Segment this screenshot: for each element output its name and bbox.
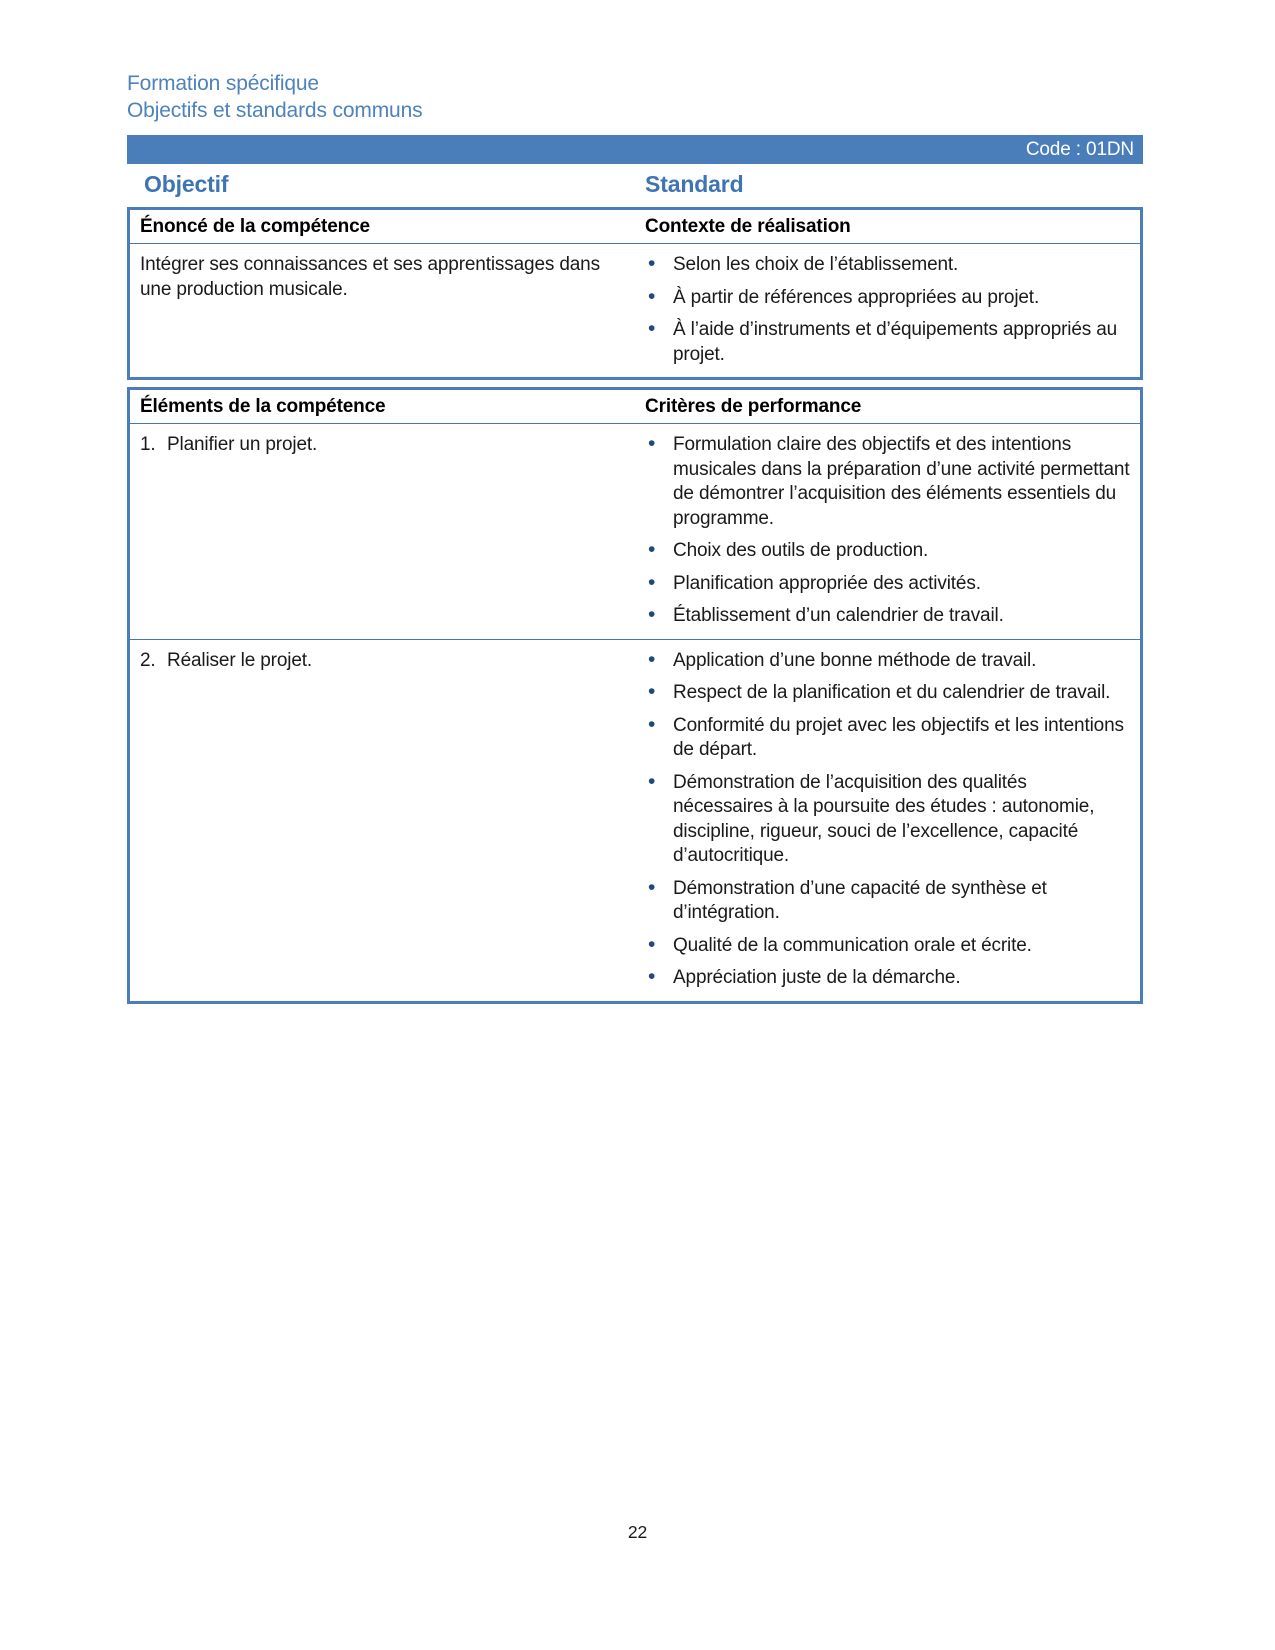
table-row-planifier bbox=[129, 424, 1142, 640]
bullet-item: • Selon les choix de l’établissement. bbox=[644, 253, 1130, 278]
item-text: Planifier un projet. bbox=[167, 434, 318, 455]
element-cell bbox=[129, 639, 636, 1002]
competence-statement-cell bbox=[129, 244, 636, 379]
bullet-item: • Qualité de la communication orale et écrite. bbox=[644, 934, 1130, 959]
criteres-bullet-list bbox=[644, 649, 1130, 991]
code-bar bbox=[127, 135, 1143, 164]
code-label: Code : 01DN bbox=[1025, 138, 1134, 160]
contexte-bullet-list bbox=[644, 253, 1130, 367]
table-row-realiser bbox=[129, 639, 1142, 1002]
table-header-row bbox=[129, 209, 1142, 244]
numbered-item bbox=[140, 433, 625, 458]
criteres-bullet-list bbox=[644, 433, 1130, 629]
column-titles bbox=[127, 171, 1143, 198]
column-title-objectif: Objectif bbox=[144, 171, 229, 197]
competence-statement-table bbox=[127, 207, 1143, 380]
contexte-cell bbox=[635, 244, 1142, 379]
header-line-2: Objectifs et standards communs bbox=[127, 99, 423, 122]
bullet-item: • À l’aide d’instruments et d’équipements appropriés au projet. bbox=[644, 318, 1130, 367]
numbered-item bbox=[140, 649, 625, 674]
bullet-item: • Démonstration d’une capacité de synthèse et d’intégration. bbox=[644, 877, 1130, 926]
competence-statement-text: Intégrer ses connaissances et ses apprentissages dans une production musicale. bbox=[140, 254, 600, 300]
bullet-item: • Respect de la planification et du calendrier de travail. bbox=[644, 681, 1130, 706]
page-content bbox=[127, 70, 1143, 1004]
header-line-1: Formation spécifique bbox=[127, 72, 319, 95]
table-row bbox=[129, 244, 1142, 379]
bullet-item: • Établissement d’un calendrier de travail. bbox=[644, 604, 1130, 629]
header-criteres-performance: Critères de performance bbox=[635, 389, 1142, 424]
item-text: Réaliser le projet. bbox=[167, 649, 312, 671]
table-header-row bbox=[129, 389, 1142, 424]
header-contexte-realisation: Contexte de réalisation bbox=[635, 209, 1142, 244]
elements-criteres-table bbox=[127, 387, 1143, 1004]
document-header bbox=[127, 70, 1143, 124]
item-number: 1. bbox=[140, 434, 156, 455]
bullet-item: • Formulation claire des objectifs et des intentions musicales dans la préparation d’une activité permettant de démontrer l’acquisition des éléments essentiels du programme. bbox=[644, 433, 1130, 531]
bullet-item: • Conformité du projet avec les objectifs et les intentions de départ. bbox=[644, 714, 1130, 763]
page-number: 22 bbox=[627, 1522, 648, 1542]
header-enonce-competence: Énoncé de la compétence bbox=[129, 209, 636, 244]
criteres-cell bbox=[635, 424, 1142, 640]
bullet-item: • À partir de références appropriées au projet. bbox=[644, 286, 1130, 311]
header-elements-competence: Éléments de la compétence bbox=[129, 389, 636, 424]
criteres-cell bbox=[635, 639, 1142, 1002]
bullet-item: • Planification appropriée des activités. bbox=[644, 572, 1130, 597]
bullet-item: • Démonstration de l’acquisition des qualités nécessaires à la poursuite des études : autonomie, discipline, rigueur, souci de l’excellence, capacité d’autocritique. bbox=[644, 771, 1130, 869]
item-number: 2. bbox=[140, 649, 156, 671]
bullet-item: • Application d’une bonne méthode de travail. bbox=[644, 649, 1130, 674]
column-title-standard: Standard bbox=[645, 171, 744, 197]
bullet-item: • Choix des outils de production. bbox=[644, 539, 1130, 564]
bullet-item: • Appréciation juste de la démarche. bbox=[644, 966, 1130, 991]
element-cell bbox=[129, 424, 636, 640]
